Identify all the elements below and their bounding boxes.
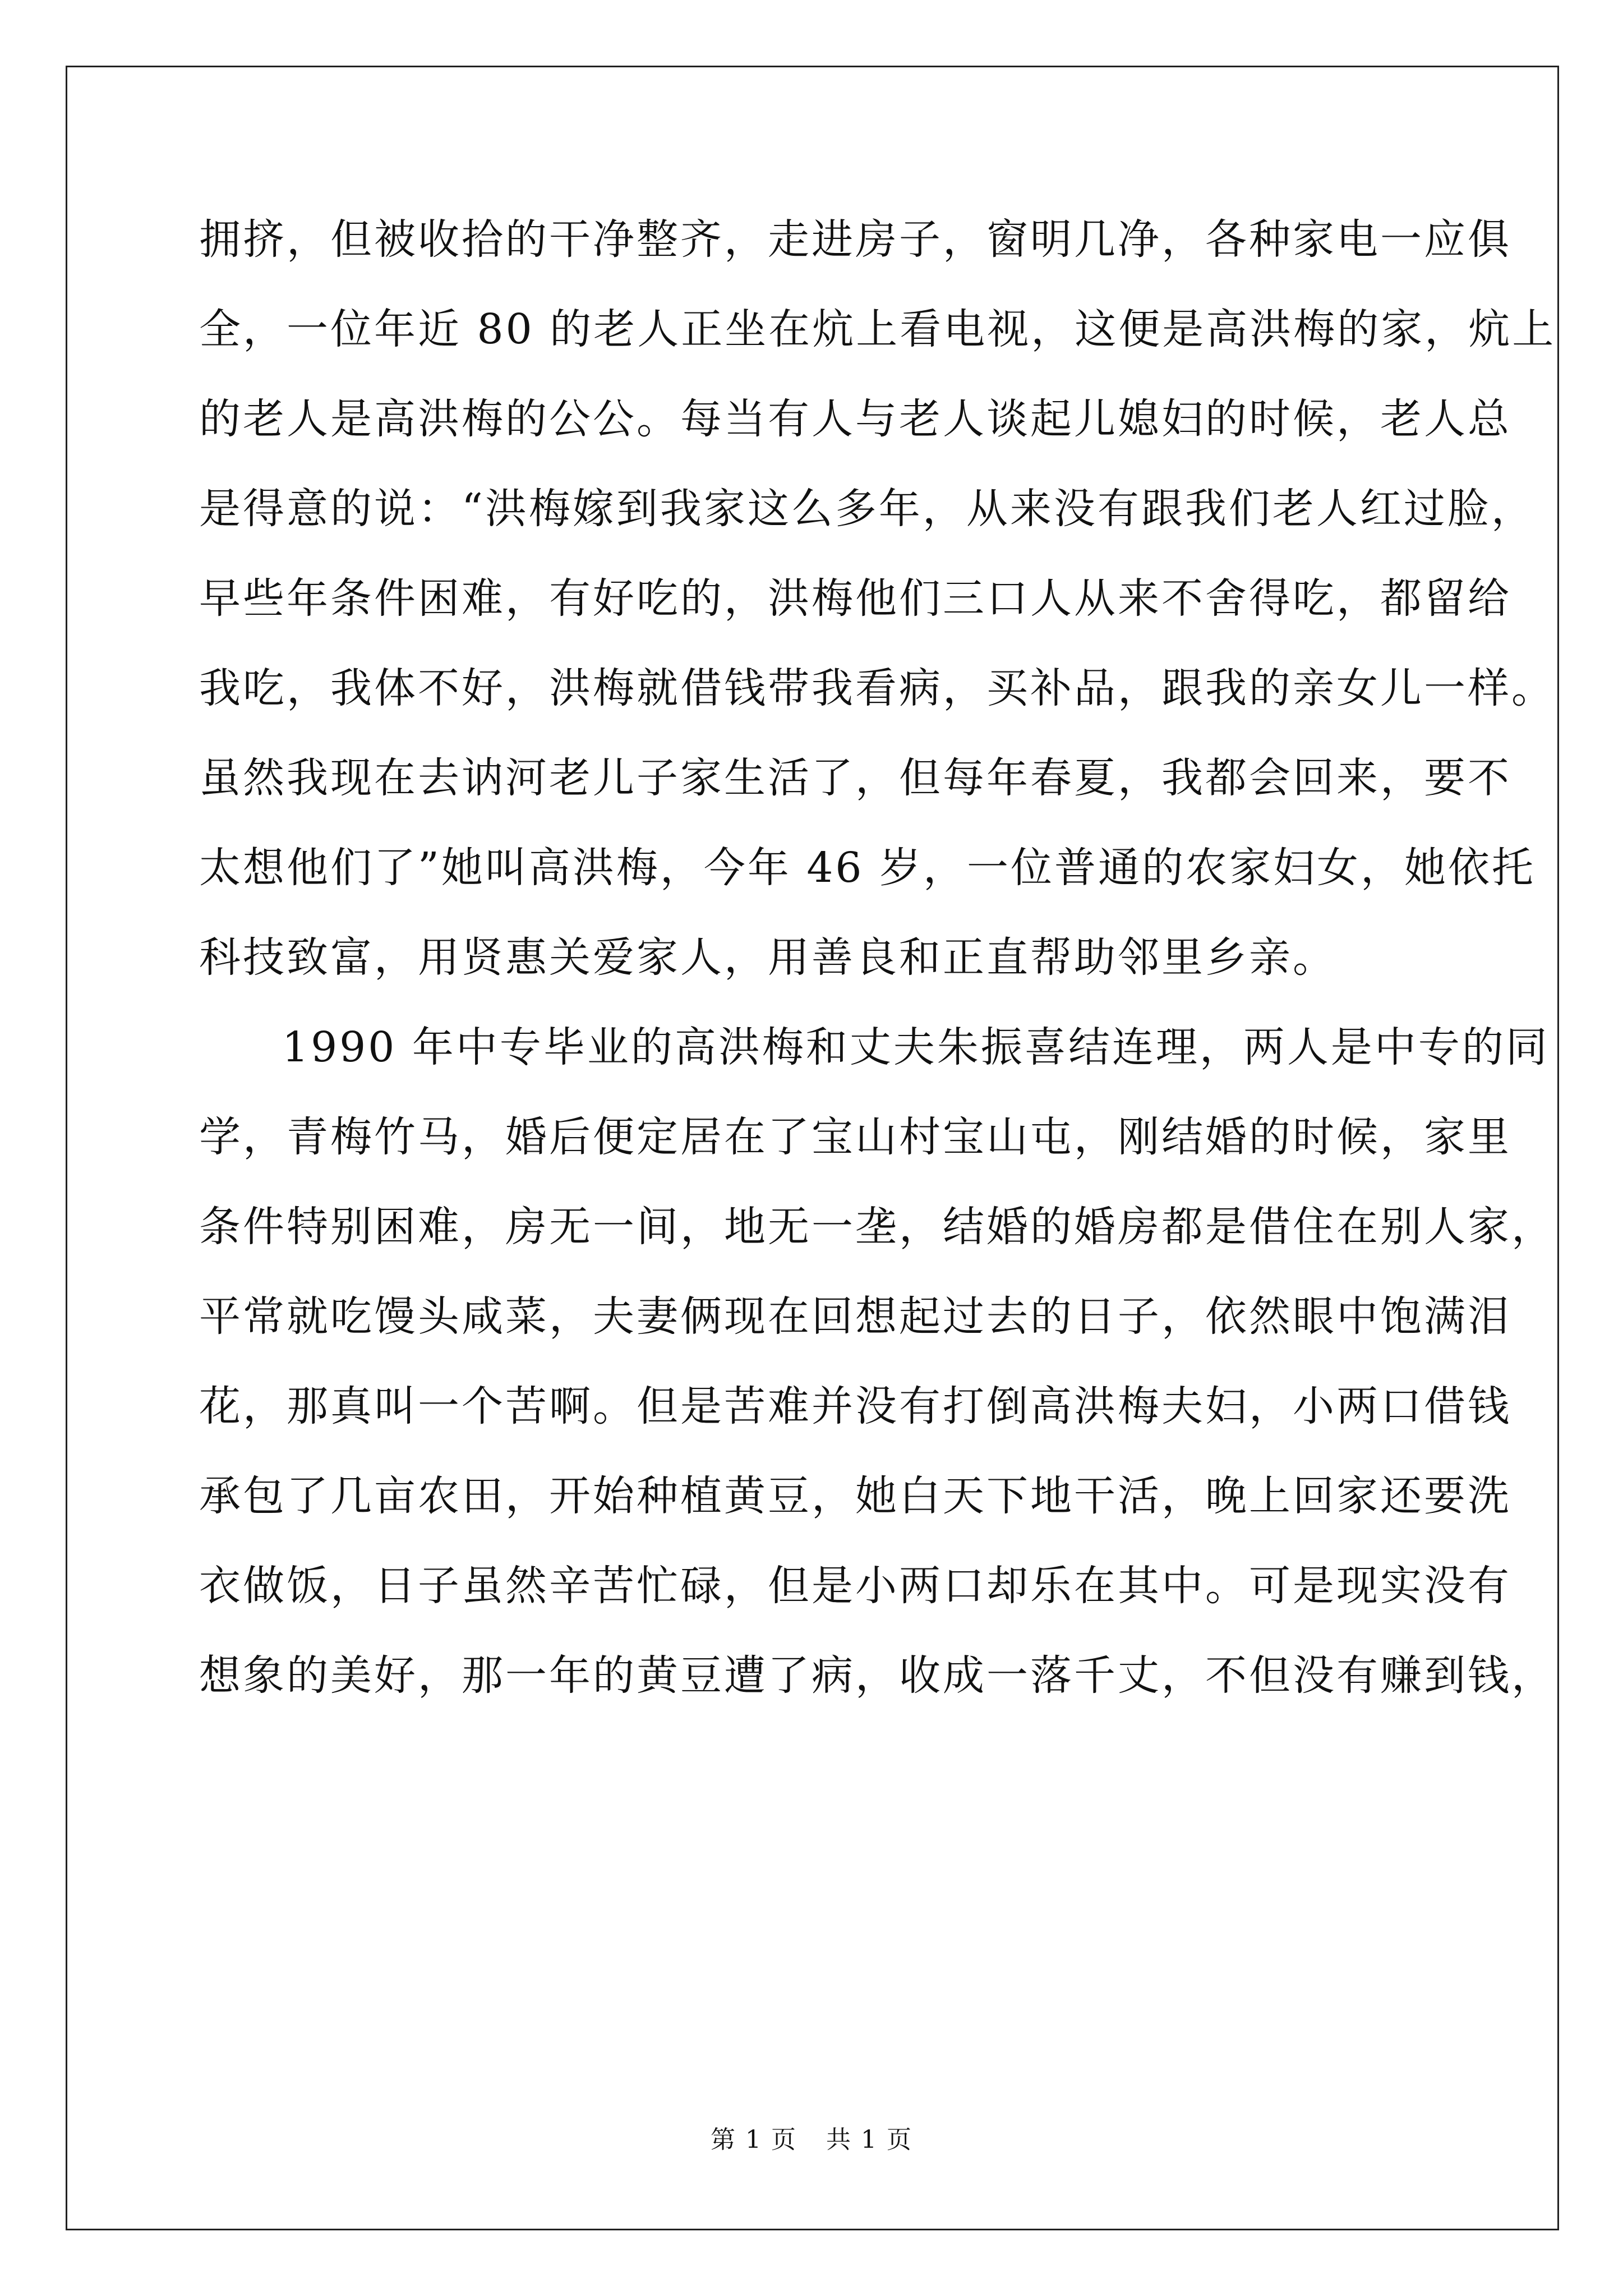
text-line: 衣做饭，日子虽然辛苦忙碌，但是小两口却乐在其中。可是现实没有 (199, 1562, 1511, 1610)
text-line: 承包了几亩农田，开始种植黄豆，她白天下地干活，晚上回家还要洗 (199, 1472, 1511, 1520)
text-line: 我吃，我体不好，洪梅就借钱带我看病，买补品，跟我的亲女儿一样。 (199, 664, 1555, 712)
document-body (199, 215, 1556, 1745)
page-number: 第 1 页 (711, 2125, 797, 2154)
text-line: 的老人是高洪梅的公公。每当有人与老人谈起儿媳妇的时候，老人总 (199, 395, 1511, 443)
page-total: 共 1 页 (826, 2125, 912, 2154)
text-line: 想象的美好，那一年的黄豆遭了病，收成一落千丈，不但没有赚到钱， (199, 1651, 1555, 1700)
text-line: 花，那真叫一个苦啊。但是苦难并没有打倒高洪梅夫妇，小两口借钱 (199, 1382, 1511, 1430)
paragraph-start-line: 1990 年中专毕业的高洪梅和丈夫朱振喜结连理，两人是中专的同 (282, 1023, 1550, 1071)
page-footer (0, 2126, 1623, 2154)
text-line: 科技致富，用贤惠关爱家人，用善良和正直帮助邻里乡亲。 (199, 933, 1336, 982)
text-line: 条件特别困难，房无一间，地无一垄，结婚的婚房都是借住在别人家， (199, 1203, 1555, 1251)
text-line: 学，青梅竹马，婚后便定居在了宝山村宝山屯，刚结婚的时候，家里 (199, 1113, 1511, 1161)
text-line: 全，一位年近 80 的老人正坐在炕上看电视，这便是高洪梅的家，炕上 (199, 305, 1556, 353)
text-line: 拥挤，但被收拾的干净整齐，走进房子，窗明几净，各种家电一应俱 (199, 215, 1511, 264)
text-line: 太想他们了”她叫高洪梅，今年 46 岁，一位普通的农家妇女，她依托 (199, 844, 1536, 892)
text-line: 虽然我现在去讷河老儿子家生活了，但每年春夏，我都会回来，要不 (199, 754, 1511, 802)
text-line: 早些年条件困难，有好吃的，洪梅他们三口人从来不舍得吃，都留给 (199, 574, 1511, 623)
text-line: 是得意的说：“洪梅嫁到我家这么多年，从来没有跟我们老人红过脸， (199, 485, 1535, 533)
text-line: 平常就吃馒头咸菜，夫妻俩现在回想起过去的日子，依然眼中饱满泪 (199, 1292, 1511, 1341)
